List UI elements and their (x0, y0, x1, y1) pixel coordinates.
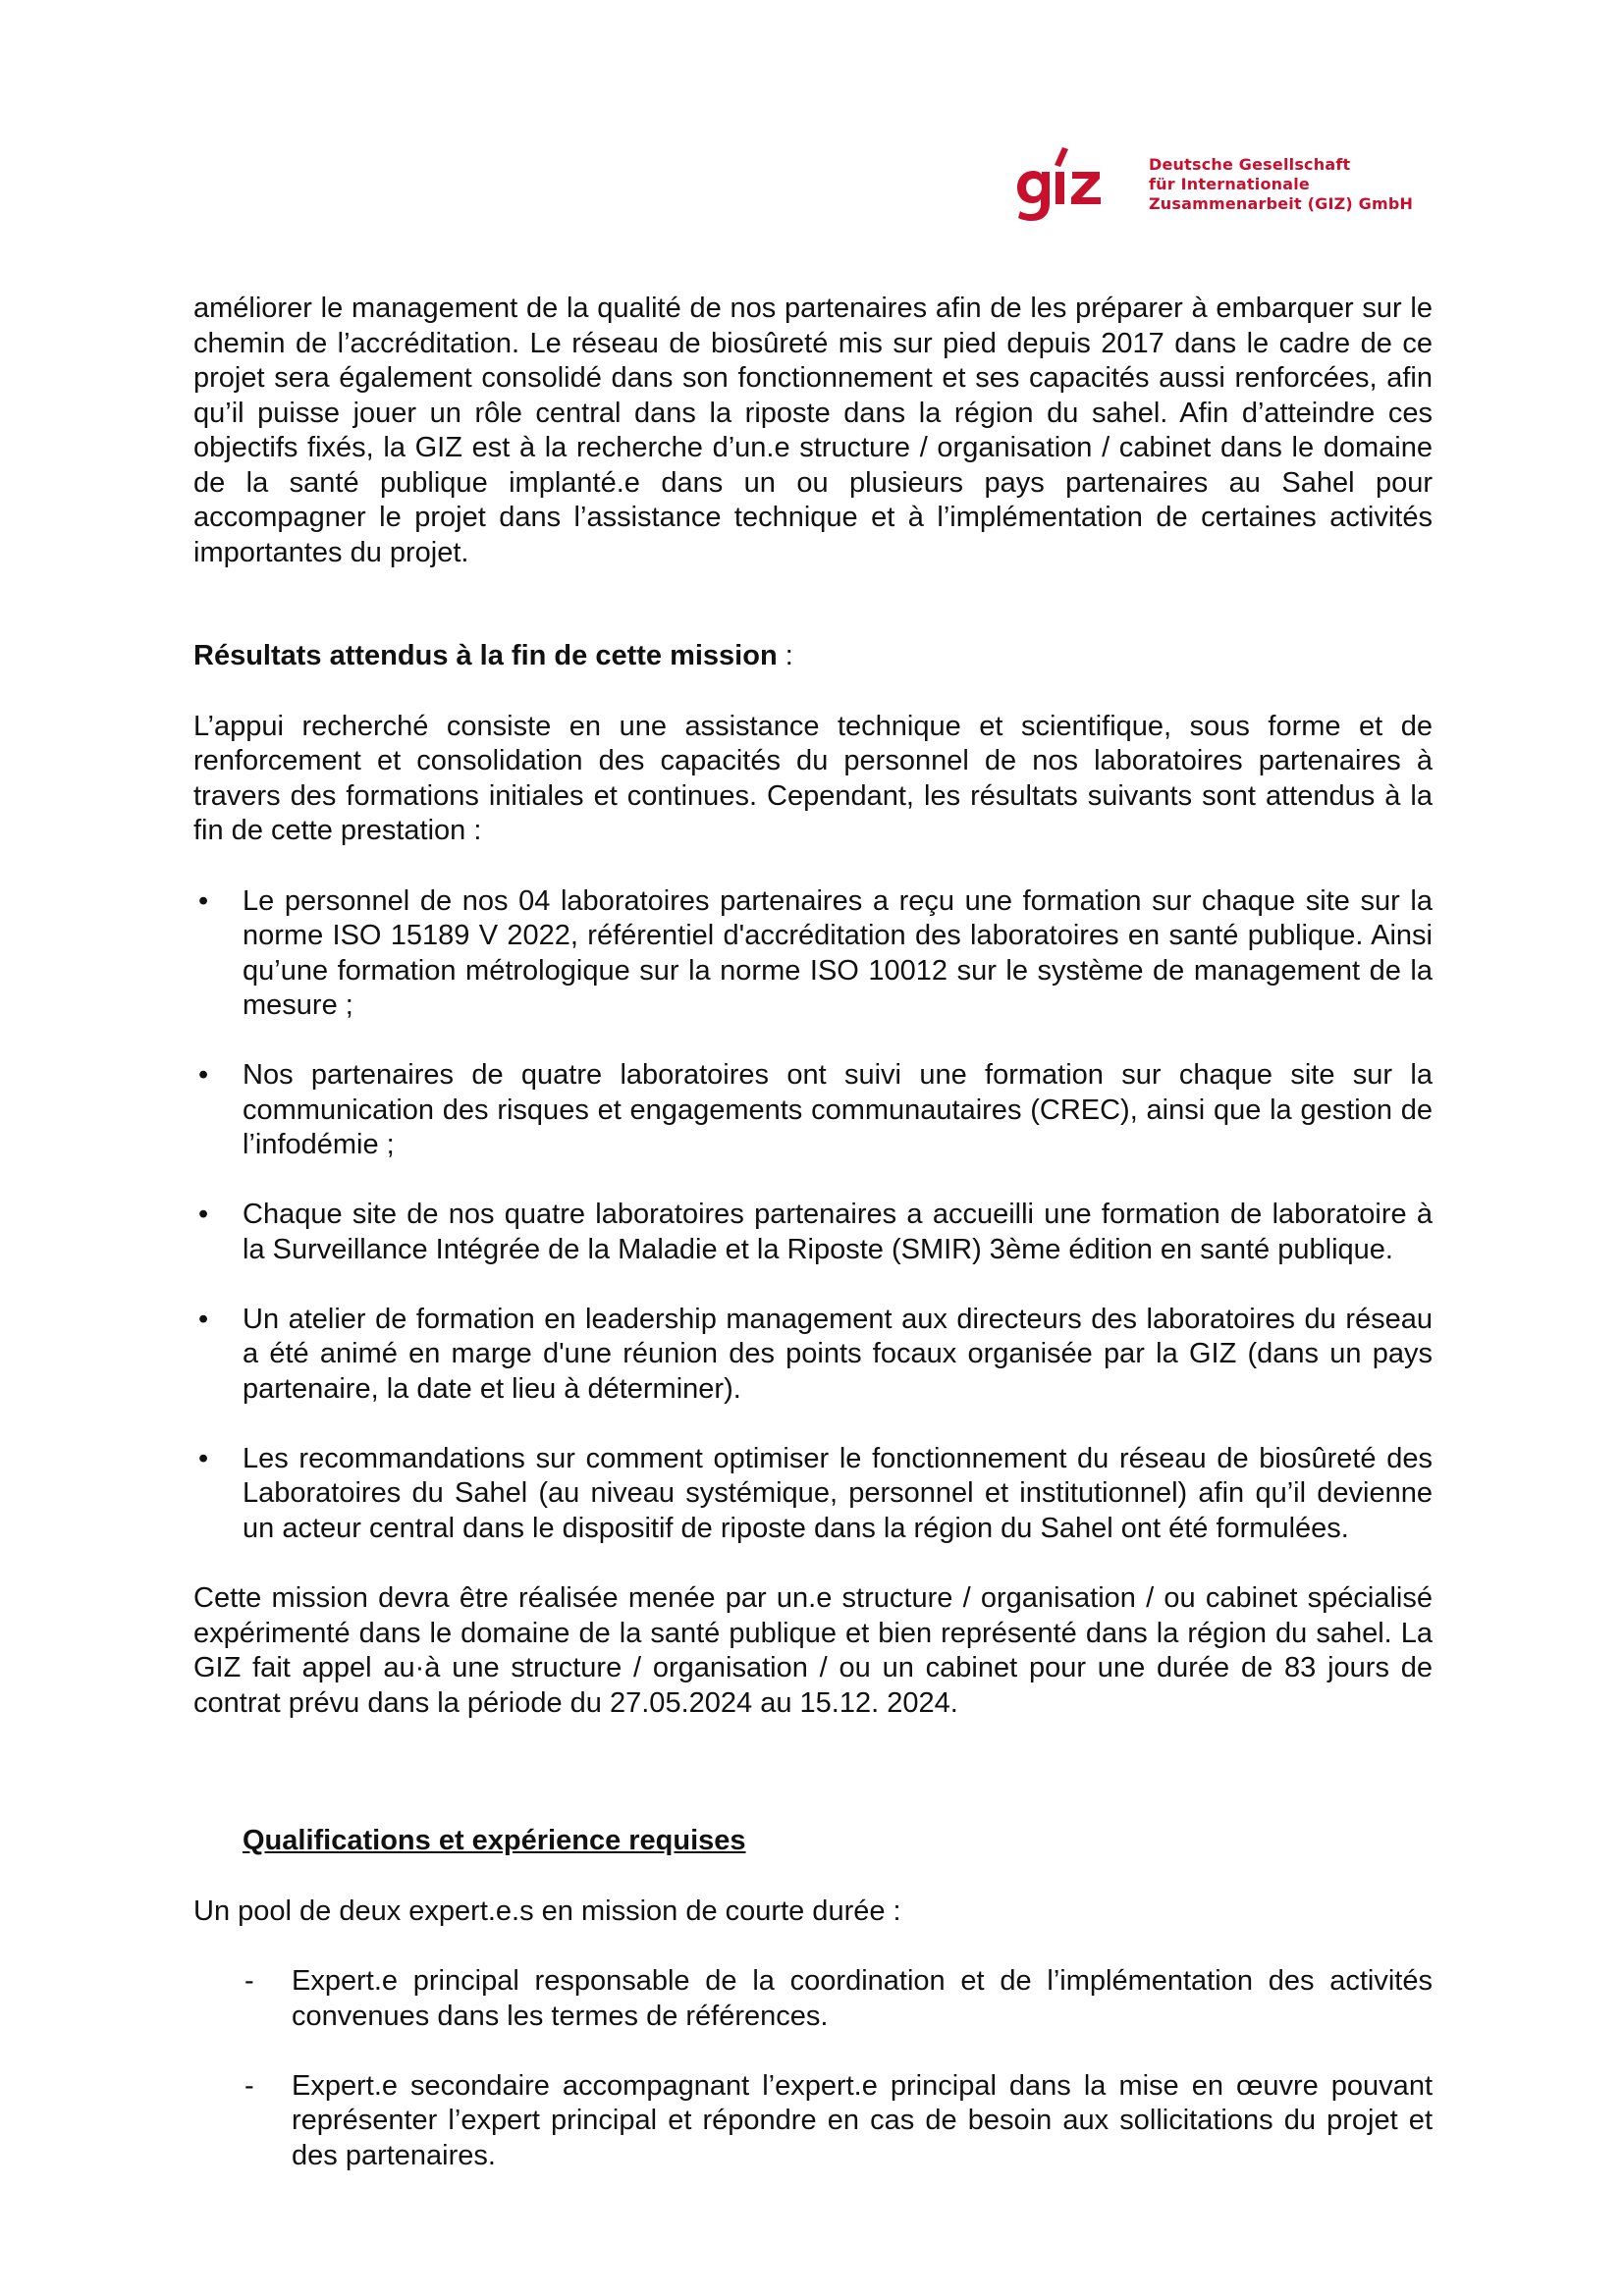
list-item-text: Un atelier de formation en leadership management aux directeurs des laboratoires du réseau a été animé en marge d'une réunion des points focaux organisée par la GIZ (dans un pays partenaire, la date et lieu à déterminer). (243, 1303, 1433, 1405)
list-item-text: Expert.e secondaire accompagnant l’expert.e principal dans la mise en œuvre pouvant représenter l’expert principal et répondre en cas de besoin aux sollicitations du projet et des partenaires. (292, 2069, 1433, 2171)
list-item-text: Les recommandations sur comment optimiser le fonctionnement du réseau de biosûreté des Laboratoires du Sahel (au niveau systémique, personnel et institutionnel) afin qu’il devienne un acteur central dans le dispositif de riposte dans la région du Sahel ont été formulées. (243, 1442, 1433, 1544)
results-heading-text: Résultats attendus à la fin de cette mission (193, 640, 778, 671)
list-item (193, 884, 1433, 1024)
dash-icon: - (244, 2069, 254, 2102)
qualifications-intro: Un pool de deux expert.e.s en mission de courte durée : (193, 1895, 901, 1927)
list-item-text: Nos partenaires de quatre laboratoires ont suivi une formation sur chaque site sur la communication des risques et engagements communautaires (CREC), ainsi que la gestion de l’infodémie ; (243, 1059, 1433, 1160)
dash-icon: - (244, 1965, 254, 1997)
bullet-icon: • (198, 1303, 209, 1335)
giz-logo-text (1149, 155, 1413, 214)
list-item-text: Le personnel de nos 04 laboratoires partenaires a reçu une formation sur chaque site sur la norme ISO 15189 V 2022, référentiel d'accréditation des laboratoires en santé publique. Ainsi qu’une formation métrologique sur la norme ISO 10012 sur le système de management de la mesure ; (243, 884, 1433, 1021)
list-item (193, 1442, 1433, 1547)
bullet-icon: • (198, 1059, 209, 1091)
results-closing: Cette mission devra être réalisée menée par un.e structure / organisation / ou cabinet spécialisé expérimenté dans le domaine de la santé publique et bien représenté dans la région du sahel. La GIZ fait appel au·à une structure / organisation / ou un cabinet pour une durée de 83 jours de contrat prévu dans la période du 27.05.2024 au 15.12. 2024. (193, 1582, 1433, 1719)
logo-line: für Internationale (1149, 175, 1310, 193)
bullet-icon: • (198, 884, 209, 917)
giz-logo (1011, 137, 1414, 236)
results-heading (193, 639, 1433, 674)
intro-paragraph: améliorer le management de la qualité de nos partenaires afin de les préparer à embarquer sur le chemin de l’accréditation. Le réseau de biosûreté mis sur pied depuis 2017 dans le cadre de ce projet sera également consolidé dans son fonctionnement et ses capacités aussi renforcées, afin qu’il puisse jouer un rôle central dans la riposte dans la région du sahel. Afin d’atteindre ces objectifs fixés, la GIZ est à la recherche d’un.e structure / organisation / cabinet dans le domaine de la santé publique implanté.e dans un ou plusieurs pays partenaires au Sahel pour accompagner le projet dans l’assistance technique et à l’implémentation de certaines activités importantes du projet. (193, 293, 1433, 568)
list-item (193, 1198, 1433, 1267)
bullet-icon: • (198, 1199, 209, 1230)
list-item-text: Chaque site de nos quatre laboratoires partenaires a accueilli une formation de laboratoire à la Surveillance Intégrée de la Maladie et la Riposte (SMIR) 3ème édition en santé publique. (243, 1199, 1433, 1265)
logo-line: Deutsche Gesellschaft (1149, 155, 1351, 174)
document-body (193, 292, 1433, 2173)
list-item (193, 2069, 1433, 2174)
logo-line: Zusammenarbeit (GIZ) GmbH (1149, 194, 1414, 213)
qualifications-list (193, 1964, 1433, 2173)
results-list (193, 884, 1433, 1547)
results-intro: L’appui recherché consiste en une assistance technique et scientifique, sous forme et de renforcement et consolidation des capacités du personnel de nos laboratoires partenaires à travers des formations initiales et continues. Cependant, les résultats suivants sont attendus à la fin de cette prestation : (193, 710, 1433, 846)
bullet-icon: • (198, 1442, 209, 1474)
results-heading-suffix: : (777, 640, 793, 671)
qualifications-heading: Qualifications et expérience requises (243, 1825, 746, 1856)
giz-logo-mark-icon (1011, 137, 1139, 236)
list-item (193, 1058, 1433, 1163)
list-item (193, 1964, 1433, 2034)
list-item (193, 1303, 1433, 1408)
list-item-text: Expert.e principal responsable de la coordination et de l’implémentation des activités convenues dans les termes de références. (292, 1965, 1433, 2032)
